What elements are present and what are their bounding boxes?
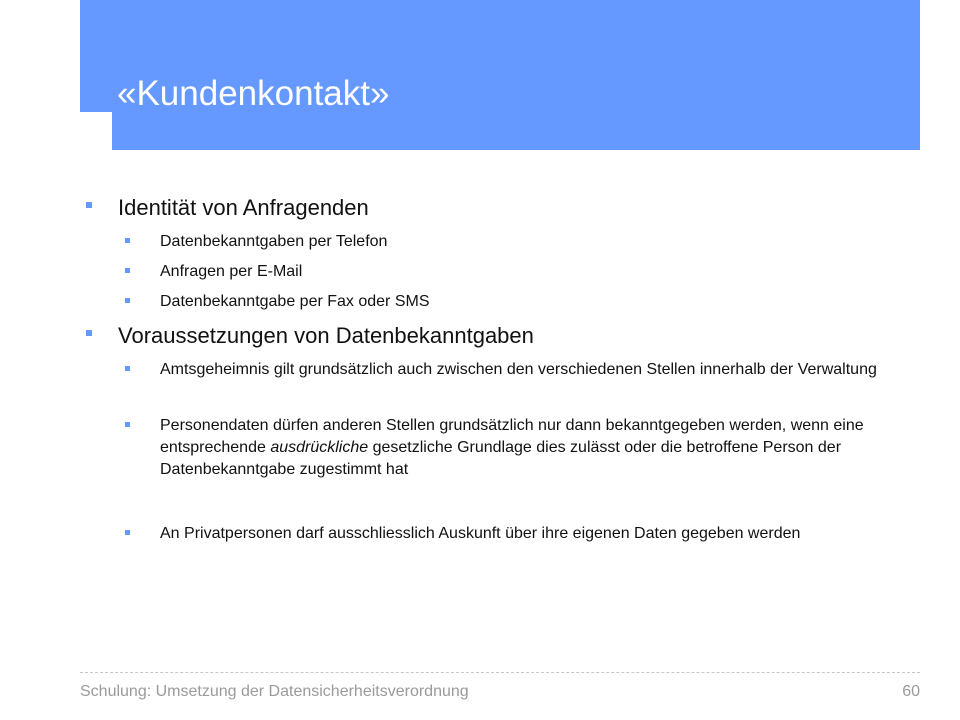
sub-bullet-privatpersonen: An Privatpersonen darf ausschliesslich Auskunft über ihre eigenen Daten gegeben werden	[160, 525, 801, 542]
sub-bullet-email: Anfragen per E-Mail	[160, 263, 303, 280]
sub-bullet-marker	[125, 422, 130, 427]
page-number: 60	[902, 683, 920, 700]
sub-bullet-marker	[125, 298, 130, 303]
footer-divider	[80, 672, 920, 673]
sub-bullet-marker	[125, 366, 130, 371]
sub-bullet-telefon: Datenbekanntgaben per Telefon	[160, 233, 388, 250]
personendaten-text-pre: Personendaten dürfen anderen Stellen grundsätzlich nur dann bekanntgegeben werden, wenn eine entsprechende	[160, 417, 864, 456]
bullet-voraussetzungen: Voraussetzungen von Datenbekanntgaben	[118, 323, 534, 348]
personendaten-text-emphasis: ausdrückliche	[270, 439, 369, 456]
sub-bullet-marker	[125, 238, 130, 243]
sub-bullet-personendaten	[160, 415, 910, 481]
bullet-identitaet: Identität von Anfragenden	[118, 195, 369, 220]
bullet-marker	[86, 330, 92, 336]
personendaten-text-post: gesetzliche Grundlage dies zulässt oder die betroffene Person der Datenbekanntgabe zugestimmt hat	[160, 439, 842, 478]
sub-bullet-marker	[125, 530, 130, 535]
bullet-marker	[86, 202, 92, 208]
slide-title: «Kundenkontakt»	[117, 74, 390, 113]
sub-bullet-amtsgeheimnis: Amtsgeheimnis gilt grundsätzlich auch zwischen den verschiedenen Stellen innerhalb der Verwaltung	[160, 361, 877, 378]
sub-bullet-marker	[125, 268, 130, 273]
sub-bullet-fax-sms: Datenbekanntgabe per Fax oder SMS	[160, 293, 430, 310]
footer-text: Schulung: Umsetzung der Datensicherheitsverordnung	[80, 683, 469, 700]
